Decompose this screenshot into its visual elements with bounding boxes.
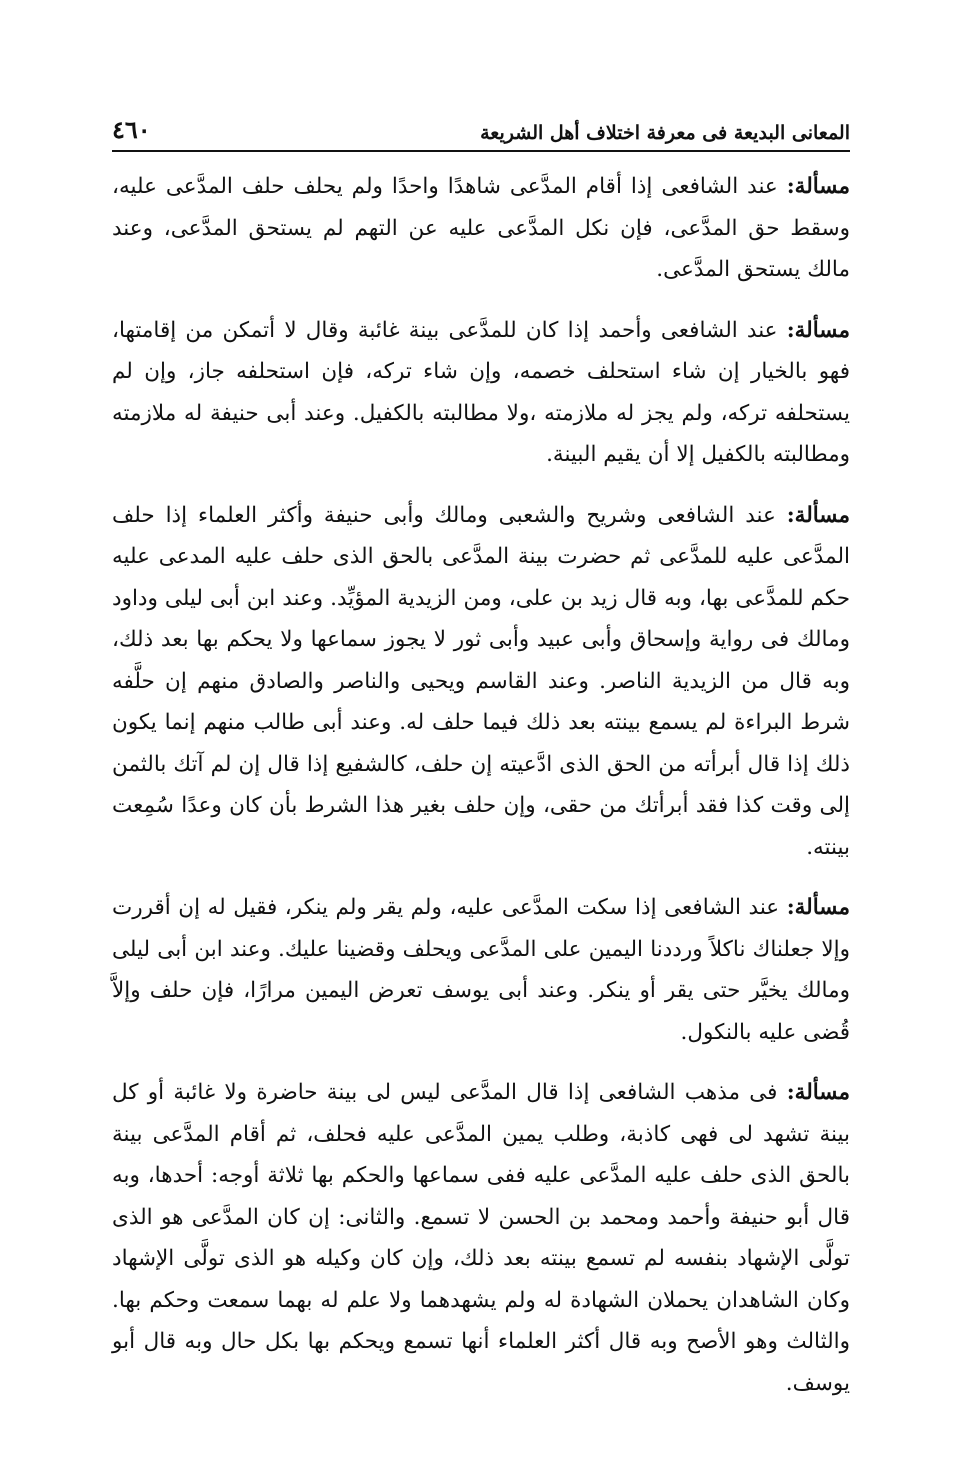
paragraph-label: مسألة: [786, 1080, 850, 1105]
paragraph-text: عند الشافعى وشريح والشعبى ومالك وأبى حنيفة وأكثر العلماء إذا حلف المدَّعى عليه للمدَّعى ثم حضرت بينة المدَّعى بالحق الذى حلف عليه المدعى عليه حكم للمدَّعى بها، وبه قال زيد بن على، ومن الزيدية المؤيِّد. وعند ابن أبى ليلى وداود ومالك فى رواية وإسحاق وأبى عبيد وأبى ثور لا يجوز سماعها ولا يحكم بها بعد ذلك، وبه قال من الزيدية الناصر. وعند القاسم ويحيى والناصر والصادق منهم إن حلَّفه شرط البراءة لم يسمع بينته بعد ذلك فيما حلف له. وعند أبى طالب منهم إنما يكون ذلك إذا قال أبرأته من الحق الذى ادَّعيته إن حلف، كالشفيع إذا قال إن لم آتك بالثمن إلى وقت كذا فقد أبرأتك من حقى، وإن حلف بغير هذا الشرط بأن كان وعدًا سُمِعت بينته. [112, 502, 851, 860]
paragraph [112, 1072, 850, 1404]
paragraph-text: عند الشافعى إذا سكت المدَّعى عليه، ولم يقر ولم ينكر، فقيل له إن أقررت وإلا جعلناك ناكلاً ورددنا اليمين على المدَّعى ويحلف وقضينا عليك. وعند ابن أبى ليلى ومالك يخيَّر حتى يقر أو ينكر. وعند أبى يوسف تعرض اليمين مرارًا، فإن حلف وإلاَّ قُضى عليه بالنكول. [112, 895, 850, 1045]
paragraph-text: فى مذهب الشافعى إذا قال المدَّعى ليس لى بينة حاضرة ولا غائبة أو كل بينة تشهد لى فهى كاذبة، وطلب يمين المدَّعى عليه فحلف، ثم أقام المدَّعى بينة بالحق الذى حلف عليه المدَّعى عليه ففى سماعها والحكم بها ثلاثة أوجه: أحدها، وبه قال أبو حنيفة وأحمد ومحمد بن الحسن لا تسمع. والثانى: إن كان المدَّعى هو الذى تولَّى الإشهاد بنفسه لم تسمع بينته بعد ذلك، وإن كان وكيله هو الذى تولَّى الإشهاد وكان الشاهدان يحملان الشهادة له ولم يشهدهما ولا علم له بهما سمعت وحكم بها. والثالث وهو الأصح وبه قال أكثر العلماء أنها تسمع ويحكم بها بكل حال وبه قال أبو يوسف. [112, 1080, 850, 1396]
paragraph-text: عند الشافعى إذا أقام المدَّعى شاهدًا واحدًا ولم يحلف حلف المدَّعى عليه، وسقط حق المدَّعى، فإن نكل المدَّعى عليه عن التهم لم يستحق المدَّعى، وعند مالك يستحق المدَّعى. [112, 174, 850, 282]
book-title: المعانى البديعة فى معرفة اختلاف أهل الشريعة [480, 122, 850, 144]
paragraph-label: مسألة: [786, 502, 850, 528]
page-body [112, 166, 850, 1404]
paragraph [112, 166, 850, 291]
paragraph-label: مسألة: [786, 317, 850, 343]
paragraph [112, 310, 850, 476]
page-number: ٤٦٠ [112, 115, 151, 144]
paragraph [112, 887, 850, 1053]
book-page [112, 108, 850, 1423]
paragraph-label: مسألة: [786, 895, 850, 920]
paragraph-label: مسألة: [786, 174, 850, 199]
page-header [112, 108, 850, 152]
paragraph [112, 495, 850, 869]
paragraph-text: عند الشافعى وأحمد إذا كان للمدَّعى بينة غائبة وقال لا أتمكن من إقامتها، فهو بالخيار إن شاء استحلف خصمه، وإن شاء تركه، فإن استحلفه جاز، وإن لم يستحلفه تركه، ولم يجز له ملازمته ،ولا مطالبته بالكفيل. وعند أبى حنيفة له ملازمته ومطالبته بالكفيل إلا أن يقيم البينة. [112, 317, 850, 467]
